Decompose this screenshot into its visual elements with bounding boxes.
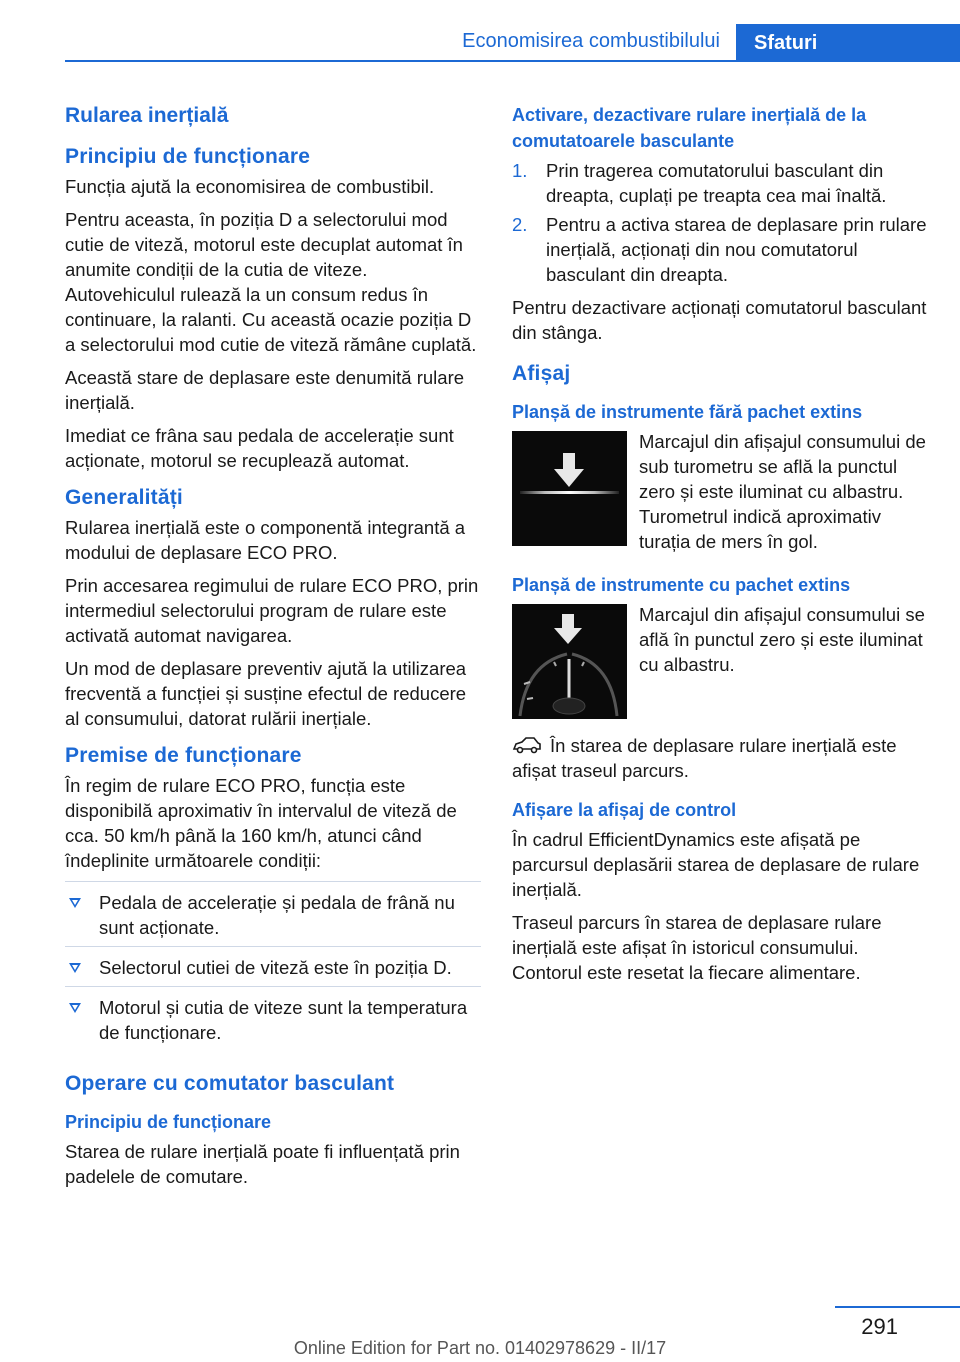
section-heading-prerequisites: Premise de funcționare [65, 744, 302, 767]
list-item: 1. Prin tragerea comutatorului basculant din dreapta, cuplați pe treapta cea mai înaltă. [512, 160, 887, 206]
triangle-bullet-icon [69, 1003, 81, 1013]
numbered-list [512, 158, 928, 287]
list-item: Selectorul cutiei de viteză este în poziția D. [65, 946, 481, 986]
section-heading-principle: Principiu de funcționare [65, 145, 311, 168]
paragraph: Această stare de deplasare este denumită rulare inerțială. [65, 367, 465, 413]
section-heading-control-display: Afișare la afișaj de control [512, 800, 737, 820]
list-item: Motorul și cutia de viteze sunt la temperatura de funcționare. [65, 986, 481, 1051]
figure-block [512, 429, 928, 562]
section-heading-activation: Activare, dezactivare rulare inerțială de la comutatoarele basculante [512, 105, 867, 151]
right-column [512, 100, 928, 993]
gauge-dial-icon [512, 604, 627, 719]
subsection-heading: Principiu de funcționare [65, 1112, 272, 1132]
paragraph: În regim de rulare ECO PRO, funcția este disponibilă aproximativ în intervalul de viteză de cca. 50 km/h până la 160 km/h, atunci când îndeplinite următoarele condiții: [65, 775, 457, 871]
triangle-bullet-icon [69, 898, 81, 908]
footer-line [835, 1306, 960, 1308]
figure-caption: Marcajul din afișajul consumului de sub turometru se află la punctul zero și este iluminat cu albastru. Turometrul indică aproximativ turația de mers în gol. [639, 431, 926, 552]
figure-block [512, 602, 928, 723]
coasting-car-icon [512, 736, 542, 754]
paragraph: Traseul parcurs în starea de deplasare rulare inerțială este afișat în istoricul consumului. Contorul este resetat la fiecare alimentare. [512, 912, 882, 983]
figure-caption: Marcajul din afișajul consumului se află în punctul zero și este iluminat cu albastru. [639, 604, 925, 675]
instrument-panel-image [512, 431, 627, 546]
list-item: Pedala de accelerație și pedala de frână nu sunt acționate. [65, 881, 481, 946]
subsection-heading: Planșă de instrumente fără pachet extins [512, 402, 863, 422]
paragraph: Pentru dezactivare acționați comutatorul basculant din stânga. [512, 297, 927, 343]
header-section-title: Economisirea combustibilului [462, 30, 720, 52]
paragraph: În cadrul EfficientDynamics este afișată pe parcursul deplasării starea de deplasare de rulare inerțială. [512, 829, 920, 900]
consumption-marker [520, 491, 619, 494]
page-number: 291 [861, 1314, 898, 1339]
down-arrow-icon [554, 453, 584, 491]
bullet-list [65, 881, 481, 1051]
triangle-bullet-icon [69, 963, 81, 973]
paragraph: Funcția ajută la economisirea de combustibil. [65, 176, 435, 197]
section-heading-display: Afișaj [512, 362, 571, 385]
paragraph: Pentru aceasta, în poziția D a selectorului mod cutie de viteză, motorul este decuplat automat în anumite condiții de la cutia de viteze. Autovehiculul rulează la un consum redus în continuare, la ralanti. Cu această ocazie poziția D a selectorului mod cutie de viteză rămâne cuplată. [65, 209, 477, 355]
paragraph: Un mod de deplasare preventiv ajută la utilizarea frecventă a funcției și susține efectul de reducere al consumului, datorat rulării inerțiale. [65, 658, 467, 729]
page-title: Rularea inerțială [65, 104, 229, 127]
left-column [65, 100, 481, 1197]
subsection-heading: Planșă de instrumente cu pachet extins [512, 575, 851, 595]
section-heading-general: Generalități [65, 486, 183, 509]
section-heading-paddle-operation: Operare cu comutator basculant [65, 1072, 395, 1095]
paragraph: Prin accesarea regimului de rulare ECO PRO, prin intermediul selectorului program de rulare este activată automat navigarea. [65, 575, 479, 646]
paragraph: Starea de rulare inerțială poate fi influențată prin padelele de comutare. [65, 1141, 460, 1187]
footer-edition: Online Edition for Part no. 01402978629 - II/17 [293, 1338, 667, 1358]
paragraph: Imediat ce frâna sau pedala de accelerație sunt acționate, motorul se recuplează automat. [65, 425, 454, 471]
instrument-panel-extended-image [512, 604, 627, 719]
list-item: 2. Pentru a activa starea de deplasare prin rulare inerțială, acționați din nou comutatorul basculant din dreapta. [512, 214, 927, 285]
paragraph: Rularea inerțială este o componentă integrantă a modului de deplasare ECO PRO. [65, 517, 466, 563]
header-tab: Sfaturi [736, 24, 960, 62]
paragraph-with-icon: În starea de deplasare rulare inerțială este afișat traseul parcurs. [512, 735, 897, 781]
